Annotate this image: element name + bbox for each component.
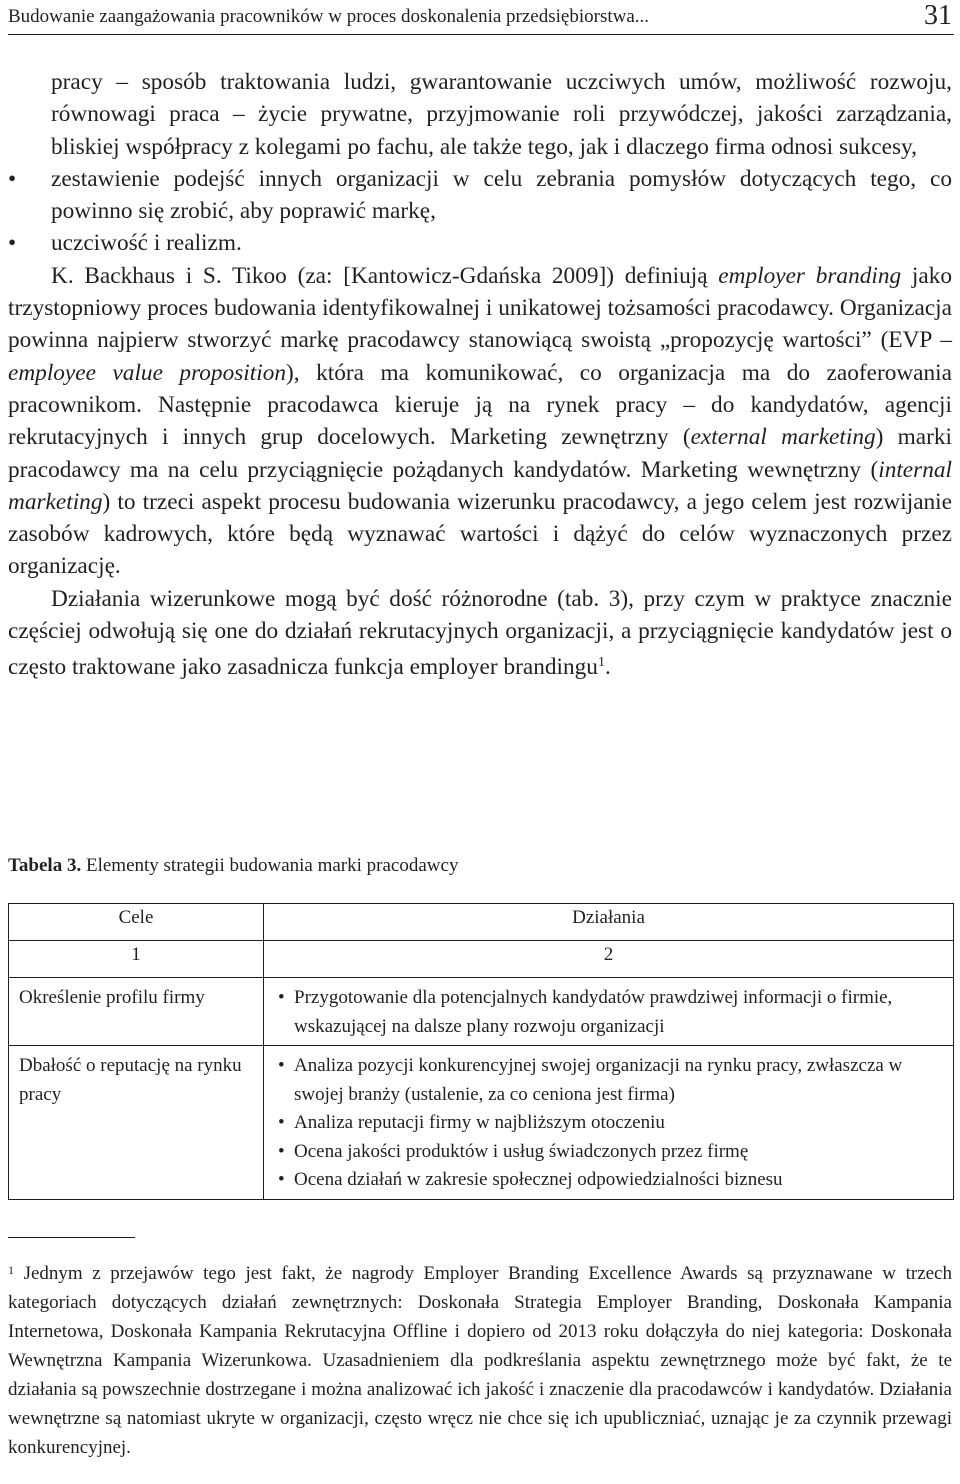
- text-run: .: [604, 654, 611, 681]
- table-title: Elementy strategii budowania marki pracodawcy: [81, 855, 459, 876]
- column-header-actions: Działania: [264, 904, 954, 941]
- strategy-table: [8, 903, 954, 1200]
- bullet-symbol: •: [278, 1055, 285, 1076]
- column-header-goals: Cele: [9, 904, 264, 941]
- actions-list: [278, 1052, 947, 1195]
- column-number: 1: [9, 941, 264, 978]
- italic-term: internal marketing: [8, 456, 952, 515]
- action-item: [278, 1109, 947, 1138]
- bullet-symbol: •: [278, 1169, 285, 1190]
- italic-term: external marketing: [690, 424, 876, 451]
- list-item-text: uczciwość i realizm.: [51, 230, 242, 257]
- table-number-row: [9, 941, 954, 978]
- footnote-number: 1: [8, 1263, 14, 1277]
- list-item-text: zestawienie podejść innych organizacji w celu zebrania pomysłów dotyczących tego, co powinno się zrobić, aby poprawić markę,: [51, 165, 952, 225]
- action-item: [278, 1052, 947, 1109]
- action-item: [278, 1166, 947, 1195]
- table-row: [9, 1046, 954, 1200]
- footnote-text: Jednym z przejawów tego jest fakt, że nagrody Employer Branding Excellence Awards są przyznawane w trzech kategoriach dotyczących działań zewnętrznych: Doskonała Strategia Employer Branding, Doskonała Kampania Internetowa, Doskonała Kampania Rekrutacyjna Offline i dopiero od 2013 roku dołączyła do niej kategoria: Doskonała Wewnętrzna Kampania Wizerunkowa. Uzasadnieniem dla podkreślania aspektu zewnętrznego może być fakt, że te działania są powszechnie dostrzegane i można analizować ich jakość i znaczenie dla pracodawców i kandydatów. Działania wewnętrzne są natomiast ukryte w organizacji, często wręcz nie chce się ich upubliczniać, uznając je za czynnik przewagi konkurencyjnej.: [8, 1263, 952, 1458]
- text-run: ) to trzeci aspekt procesu budowania wizerunku pracodawcy, a jego celem jest rozwijanie zasobów kadrowych, które będą wyznawać wartości i dążyć do celów wyznaczonych przez organizację.: [8, 488, 952, 580]
- table-label: Tabela 3.: [8, 855, 82, 876]
- table-caption: [8, 855, 458, 877]
- text-run: ) marki pracodawcy ma na celu przyciągnięcie pożądanych kandydatów. Marketing wewnętrzny (: [8, 424, 952, 483]
- running-header: [8, 0, 954, 35]
- footnote-reference[interactable]: 1: [597, 655, 605, 671]
- list-item-continuation: pracy – sposób traktowania ludzi, gwarantowanie uczciwych umów, możliwość rozwoju, równowagi praca – życie prywatne, przyjmowanie roli przywódczej, jakości zarządzania, bliskiej współpracy z kolegami po fachu, ale także tego, jak i dlaczego firma odnosi sukcesy,: [51, 69, 952, 160]
- bullet-symbol: •: [278, 1140, 285, 1162]
- list-item: [8, 163, 952, 228]
- actions-cell: [264, 978, 954, 1046]
- table-row: [9, 978, 954, 1046]
- footnote: [8, 1256, 952, 1462]
- italic-term: employer branding: [718, 262, 902, 289]
- bullet-symbol: •: [278, 1112, 285, 1133]
- list-item: [8, 227, 952, 259]
- action-text: Analiza reputacji firmy w najbliższym otoczeniu: [294, 1112, 665, 1133]
- actions-list: [278, 984, 947, 1041]
- text-run: jako trzystopniowy proces budowania identyfikowalnej i unikatowej tożsamości pracodawcy. Organizacja powinna najpierw stworzyć markę pracodawcy stanowiącą swoistą „propozycję wartości” (EVP –: [8, 262, 953, 354]
- actions-cell: [264, 1046, 954, 1200]
- text-run: K. Backhaus i S. Tikoo (za: [Kantowicz-Gdańska 2009]) definiują: [51, 262, 719, 289]
- italic-term: employee value proposition: [8, 359, 287, 386]
- action-item: [278, 984, 947, 1041]
- main-text: [8, 66, 952, 684]
- bullet-symbol: •: [8, 165, 17, 192]
- text-run: Działania wizerunkowe mogą być dość różnorodne (tab. 3), przy czym w praktyce znacznie częściej odwołują się one do działań rekrutacyjnych organizacji, a przyciągnięcie kandydatów jest o często traktowane jako zasadnicza funkcja employer brandingu: [8, 585, 952, 681]
- running-title: Budowanie zaangażowania pracowników w proces doskonalenia przedsiębiorstwa...: [8, 6, 650, 27]
- paragraph-actions: [8, 583, 952, 684]
- bullet-symbol: •: [278, 987, 285, 1008]
- action-text: Analiza pozycji konkurencyjnej swojej organizacji na rynku pracy, zwłaszcza w swojej branży (ustalenie, za co ceniona jest firma): [294, 1055, 903, 1105]
- action-text: Przygotowanie dla potencjalnych kandydatów prawdziwej informacji o firmie, wskazującej na dalsze plany rozwoju organizacji: [294, 987, 893, 1037]
- page-number: 31: [924, 0, 952, 31]
- paragraph-employer-branding: [8, 260, 952, 583]
- action-text: Ocena działań w zakresie społecznej odpowiedzialności biznesu: [294, 1169, 783, 1190]
- bullet-symbol: •: [8, 230, 17, 257]
- text-run: ), która ma komunikować, co organizacja ma do zaoferowania pracownikom. Następnie pracodawca kieruje ją na rynek pracy – do kandydatów, agencji rekrutacyjnych i innych grup docelowych. Marketing zewnętrzny (: [8, 359, 952, 451]
- column-number: 2: [264, 941, 954, 978]
- table-header-row: [9, 904, 954, 941]
- goal-cell: Określenie profilu firmy: [9, 978, 264, 1046]
- action-text: Ocena jakości produktów i usług świadczonych przez firmę: [294, 1140, 749, 1162]
- footnote-separator: [8, 1237, 135, 1238]
- action-item: [278, 1138, 947, 1167]
- goal-cell: Dbałość o reputację na rynku pracy: [9, 1046, 264, 1200]
